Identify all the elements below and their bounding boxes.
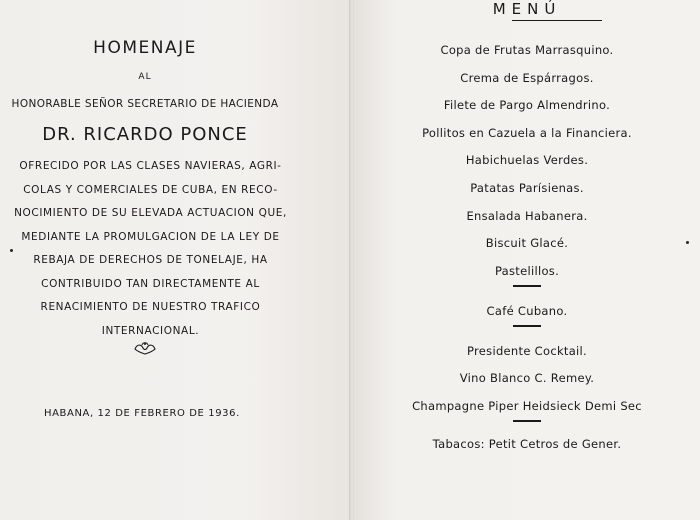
menu-item: Vino Blanco C. Remey. — [459, 371, 595, 386]
menu-item: Presidente Cocktail. — [466, 343, 588, 358]
dedication-line: REBAJA DE DERECHOS DE TONELAJE, HA — [33, 254, 268, 266]
menu-item: Pollitos en Cazuela a la Financiera. — [422, 125, 632, 140]
ornament-icon — [133, 340, 157, 356]
menu-item: Copa de Frutas Marrasquino. — [440, 43, 614, 57]
al-label: AL — [138, 72, 152, 82]
honoree-title: HONORABLE SEÑOR SECRETARIO DE HACIENDA — [11, 98, 279, 110]
menu-separator — [354, 285, 700, 295]
menu-separator — [354, 420, 700, 430]
place-date: HABANA, 12 DE FEBRERO DE 1936. — [44, 408, 240, 419]
menu-item: Habichuelas Verdes. — [465, 153, 589, 168]
menu-title-underline — [512, 20, 602, 21]
right-page — [354, 0, 700, 520]
dedication-line: CONTRIBUIDO TAN DIRECTAMENTE AL — [41, 277, 260, 290]
menu-item: Tabacos: Petit Cetros de Gener. — [432, 436, 622, 451]
dedication-text — [8, 155, 293, 343]
menu-separator — [354, 325, 700, 335]
menu-title: MENÚ — [492, 0, 562, 18]
dedication-line: MEDIANTE LA PROMULGACION DE LA LEY DE — [21, 230, 280, 243]
punch-mark — [10, 249, 13, 252]
menu-item: Patatas Parísienas. — [470, 180, 584, 195]
menu-item: Pastelillos. — [494, 263, 560, 278]
menu-item: Champagne Piper Heidsieck Demi Sec — [412, 398, 642, 413]
heading: HOMENAJE — [93, 38, 197, 58]
dedication-line: RENACIMIENTO DE NUESTRO TRAFICO — [40, 301, 261, 313]
dedication-line: OFRECIDO POR LAS CLASES NAVIERAS, AGRI- — [19, 160, 282, 172]
menu-item: Crema de Espárragos. — [460, 70, 594, 85]
menu-list — [354, 40, 700, 454]
menu-item: Biscuit Glacé. — [485, 236, 569, 251]
dedication-line: COLAS Y COMERCIALES DE CUBA, EN RECO- — [23, 183, 278, 196]
menu-item: Filete de Pargo Almendrino. — [443, 98, 611, 113]
dedication-line: INTERNACIONAL. — [101, 324, 200, 337]
dedication-line: NOCIMIENTO DE SU ELEVADA ACTUACION QUE, — [14, 207, 287, 219]
punch-mark — [686, 241, 689, 244]
menu-item: Ensalada Habanera. — [466, 208, 588, 223]
menu-item: Café Cubano. — [486, 303, 568, 318]
honoree-name: DR. RICARDO PONCE — [42, 124, 248, 145]
